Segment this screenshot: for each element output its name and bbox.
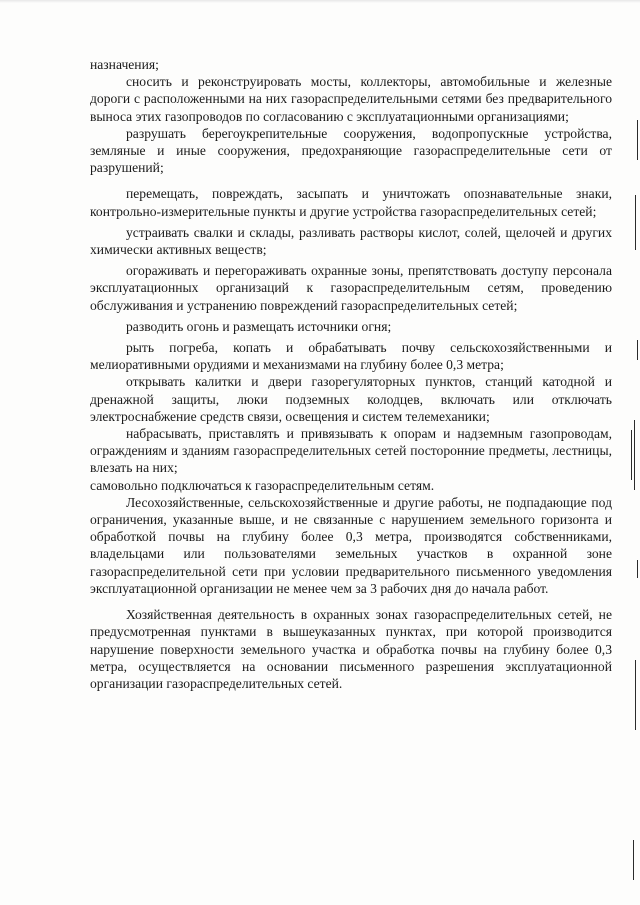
paragraph-9: открывать калитки и двери газорегуляторных пунктов, станций катодной и дренажной защиты, люки подземных колодцев, включать или отключать электроснабжение средств связи, освещения и систем телемеханики; xyxy=(90,374,612,424)
scan-edge-right xyxy=(626,0,640,905)
paragraph-8: рыть погреба, копать и обрабатывать почву сельскохозяйственными и мелиоративными орудиями и механизмами на глубину более 0,3 метра; xyxy=(90,340,612,373)
document-body xyxy=(90,56,612,692)
paragraph-13: Хозяйственная деятельность в охранных зонах газораспределительных сетей, не предусмотренная пунктами в вышеуказанных пунктах, при которой производится нарушение поверхности земельного участка и обработка почвы на глубину более 0,3 метра, осуществляется на основании письменного разрешения эксплуатационной организации газораспределительных сетей. xyxy=(90,607,612,691)
paragraph-4: перемещать, повреждать, засыпать и уничтожать опознавательные знаки, контрольно-измерительные пункты и другие устройства газораспределительных сетей; xyxy=(90,186,612,219)
paragraph-6: огораживать и перегораживать охранные зоны, препятствовать доступу персонала эксплуатационных организаций к газораспределительным сетям, проведению обслуживания и устранению повреждений газораспределительных сетей; xyxy=(90,263,612,313)
paragraph-5: устраивать свалки и склады, разливать растворы кислот, солей, щелочей и других химически активных веществ; xyxy=(90,224,612,258)
paragraph-1: назначения; xyxy=(90,57,159,72)
paragraph-12: Лесохозяйственные, сельскохозяйственные и другие работы, не подпадающие под ограничения, указанные выше, и не связанные с нарушением земельного горизонта и обработкой почвы на глубину более 0,3 метра, производятся собственниками, владельцами или пользователями земельных участков в охранной зоне газораспределительной сети при условии предварительного письменного уведомления эксплуатационной организации не менее чем за 3 рабочих дня до начала работ. xyxy=(90,494,612,596)
paragraph-2: сносить и реконструировать мосты, коллекторы, автомобильные и железные дороги с расположенными на них газораспределительными сетями без предварительного выноса этих газопроводов по согласованию с эксплуатационными организациями; xyxy=(90,74,612,124)
paragraph-11: самовольно подключаться к газораспределительным сетям. xyxy=(90,477,435,493)
scan-edge-top xyxy=(0,0,640,3)
paragraph-10: набрасывать, приставлять и привязывать к опорам и надземным газопроводам, ограждениям и зданиям газораспределительных сетей посторонние предметы, лестницы, влезать на них; xyxy=(90,426,612,476)
paragraph-3: разрушать берегоукрепительные сооружения, водопропускные устройства, земляные и иные сооружения, предохраняющие газораспределительные сети от разрушений; xyxy=(90,125,612,176)
paragraph-7: разводить огонь и размещать источники огня; xyxy=(126,318,392,334)
